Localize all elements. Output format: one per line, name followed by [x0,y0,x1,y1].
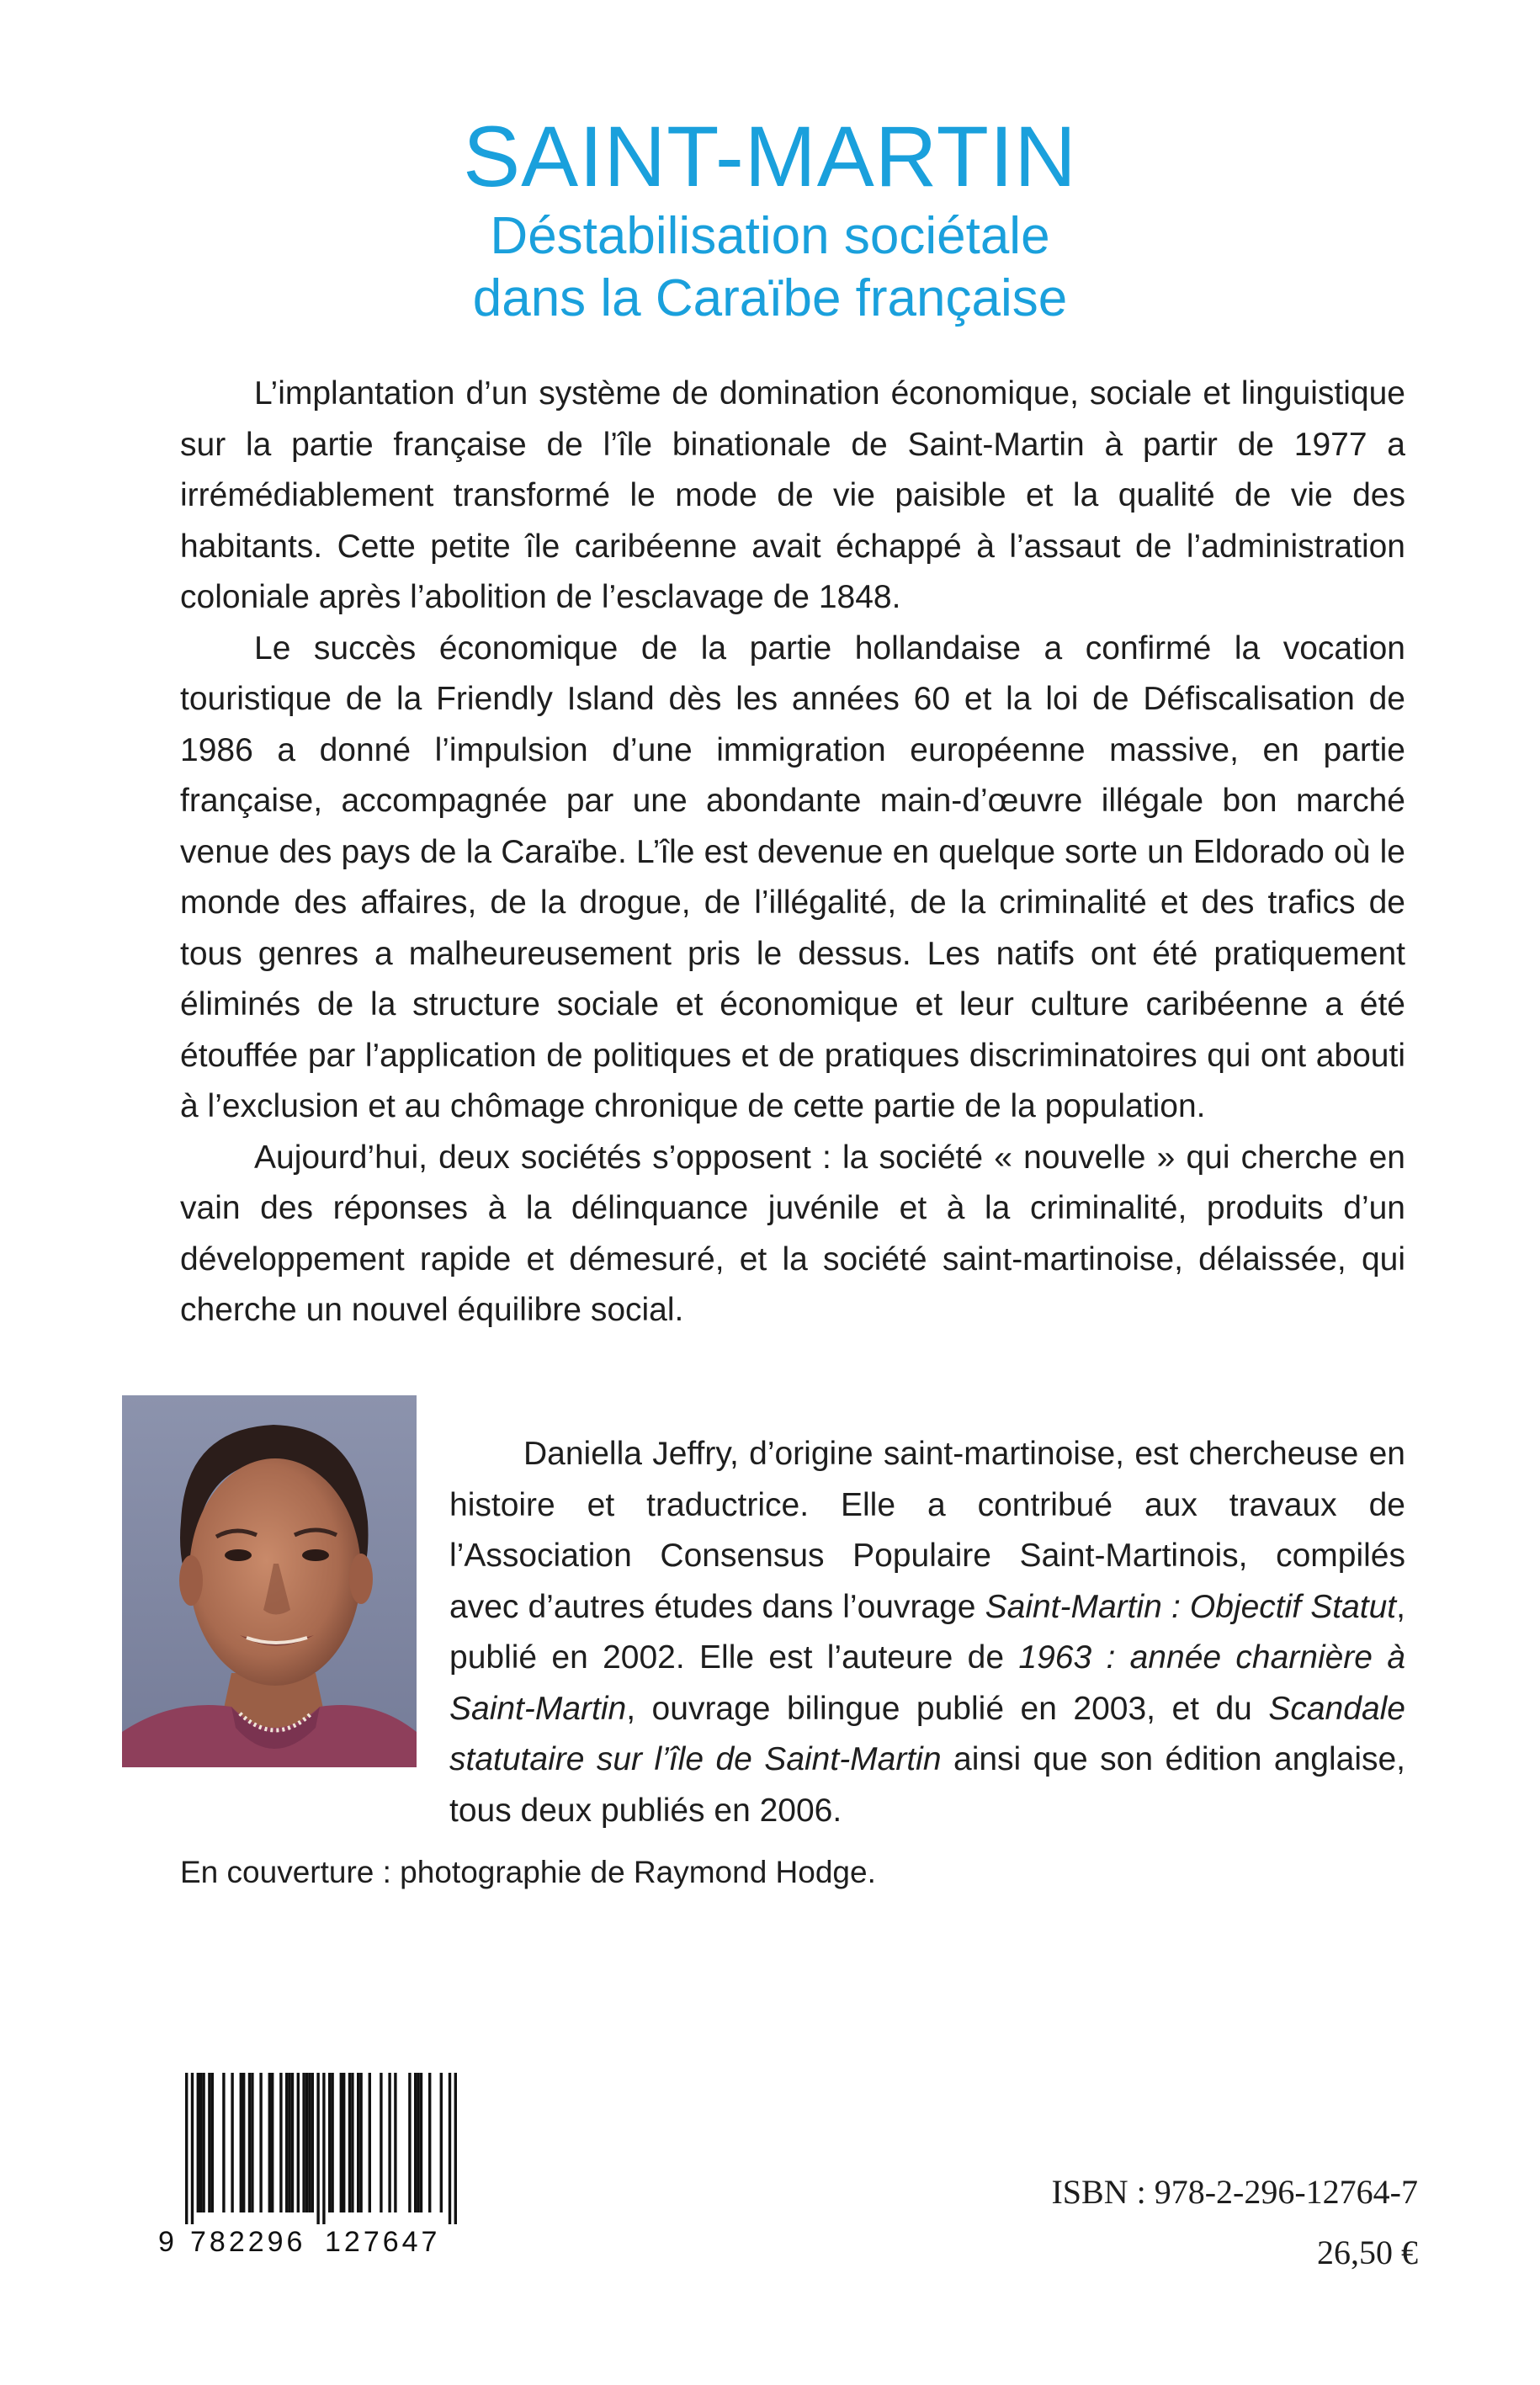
isbn-barcode [157,2073,473,2256]
barcode-bar [328,2073,331,2212]
barcode-bar [388,2073,390,2212]
blurb-paragraph-3: Aujourd’hui, deux sociétés s’opposent : la société « nouvelle » qui cherche en vain des réponses à la délinquance juvénile et à la criminalité, produits d’un développement rapide et démesuré, et la société saint-martinoise, délaissée, qui cherche un nouvel équilibre social. [180,1139,1405,1328]
book-subtitle-line2: dans la Caraïbe française [472,269,1068,327]
title-block [0,108,1540,330]
barcode-bar [449,2073,451,2224]
barcode-bar [240,2073,242,2212]
barcode-bar [231,2073,233,2212]
barcode-bar [259,2073,262,2212]
barcode-bar [454,2073,457,2224]
barcode-bar [331,2073,333,2212]
barcode-bar [302,2073,305,2212]
barcode-bar [369,2073,371,2212]
barcode-bar [191,2073,194,2224]
barcode-bar [222,2073,225,2212]
barcode-bar [271,2073,273,2212]
barcode-bar [428,2073,431,2212]
barcode-bar [417,2073,419,2212]
barcode-bar [414,2073,417,2212]
book-subtitle-line1: Déstabilisation sociétale [490,207,1050,265]
barcode-digits-group1: 782296 [190,2226,306,2256]
barcode-bar [268,2073,271,2212]
author-portrait [122,1395,417,1767]
barcode-bar [357,2073,359,2212]
barcode-bar [202,2073,204,2212]
blurb-paragraph-2: Le succès économique de la partie hollandaise a confirmé la vocation touristique de la Friendly Island dès les années 60 et la loi de Défiscalisation de 1986 a donné l’impulsion d’une immigration européenne massive, en partie française, accompagnée par une abondante main-d’œuvre illégale bon marché venue des pays de la Caraïbe. L’île est devenue en quelque sorte un Eldorado où le monde des affaires, de la drogue, de l’illégalité, de la criminalité et des trafics de tous genres a malheureusement pris le dessus. Les natifs ont été pratiquement éliminés de la structure sociale et économique et leur culture caribéenne a été étouffée par l’application de politiques et de pratiques discriminatoires qui ont abouti à l’exclusion et au chômage chronique de cette partie de la population. [180,629,1405,1124]
barcode-bar [420,2073,422,2212]
barcode-bar [285,2073,288,2212]
book-title: SAINT-MARTIN [463,109,1077,205]
barcode-bar [408,2073,411,2212]
barcode-bar [440,2073,443,2212]
barcode-digit-first: 9 [158,2226,174,2256]
barcode-bar [380,2073,382,2212]
isbn-number: ISBN : 978-2-296-12764-7 [1051,2173,1418,2211]
barcode-bar [197,2073,199,2212]
barcode-bar [348,2073,351,2212]
barcode-bar [343,2073,345,2212]
barcode-bar [308,2073,311,2212]
cover-photo-credit: En couverture : photographie de Raymond Hodge. [180,1855,876,1889]
barcode-digits-group2: 127647 [325,2226,441,2256]
barcode-bar [211,2073,214,2212]
barcode-bar [291,2073,294,2212]
barcode-bar [248,2073,251,2212]
barcode-bar [251,2073,253,2212]
barcode-bar [351,2073,353,2212]
back-cover-blurb [180,369,1405,1336]
barcode-bar [340,2073,343,2212]
barcode-bar [394,2073,396,2212]
barcode-bar [288,2073,290,2212]
barcode-bar [208,2073,210,2212]
barcode-bar [297,2073,300,2212]
barcode-bar [322,2073,325,2224]
barcode-bar [305,2073,308,2212]
blurb-paragraph-1: L’implantation d’un système de domination économique, sociale et linguistique sur la partie française de l’île binationale de Saint-Martin à partir de 1977 a irrémédiablement transformé le mode de vie paisible et la qualité de vie des habitants. Cette petite île caribéenne avait échappé à l’assaut de l’administration coloniale après l’abolition de l’esclavage de 1848. [180,375,1405,615]
barcode-bar [316,2073,319,2224]
barcode-bar [185,2073,188,2224]
price: 26,50 € [1317,2234,1418,2271]
barcode-bar [359,2073,362,2212]
barcode-bar [279,2073,282,2212]
barcode-bar [242,2073,245,2212]
barcode-bar [199,2073,202,2212]
author-bio: Daniella Jeffry, d’origine saint-martinoise, est chercheuse en histoire et traductrice. Elle a contribué aux travaux de l’Association Consensus Populaire Saint-Martinois, compilés avec d’autres études dans l’ouvrage Saint-Martin : Objectif Statut, publié en 2002. Elle est l’auteure de 1963 : année charnière à Saint-Martin, ouvrage bilingue publié en 2003, et du Scandale statutaire sur l’île de Saint-Martin ainsi que son édition anglaise, tous deux publiés en 2006. [449,1436,1406,1829]
barcode-bar [311,2073,314,2212]
